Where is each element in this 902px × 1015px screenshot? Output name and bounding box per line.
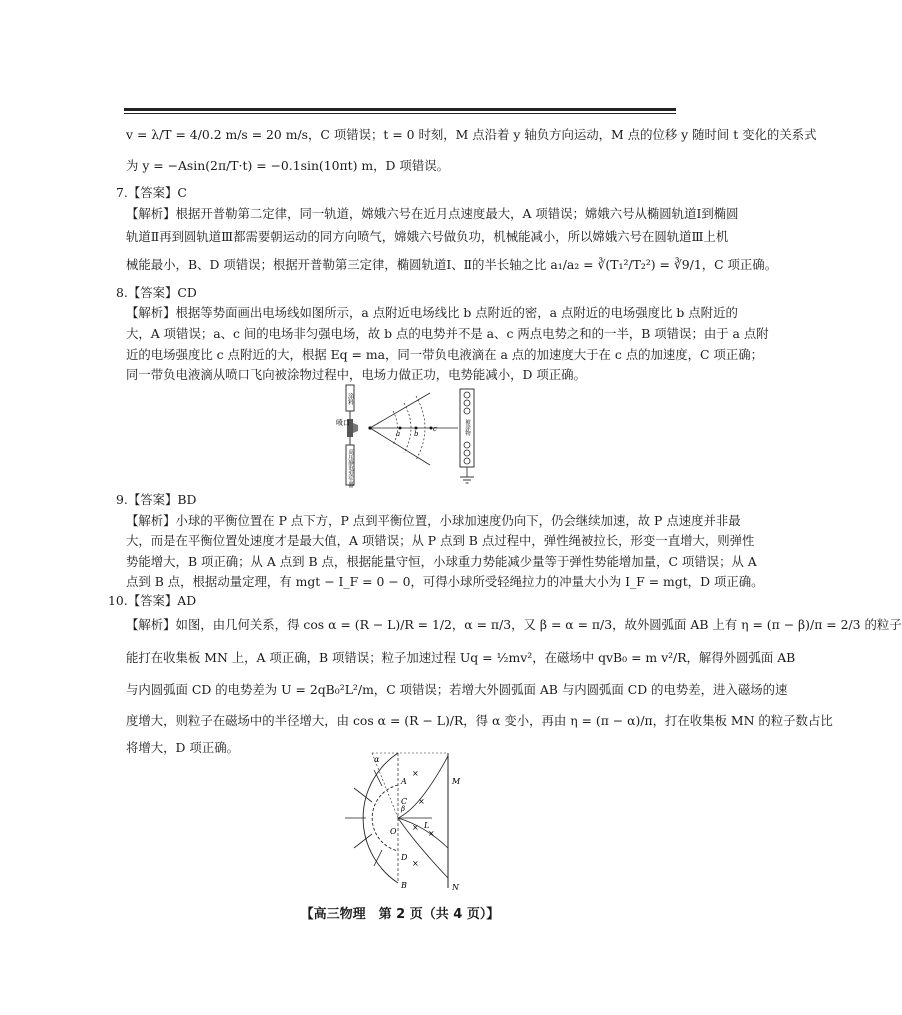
q9-answer: 9.【答案】BD [116,492,197,507]
paint-label: 涂料 [346,393,354,405]
q10-line-5: 将增大，D 项正确。 [126,740,239,755]
field-mark-1: × [412,769,419,778]
label-beta: β [401,805,406,813]
q10-line-3: 与内圆弧面 CD 的电势差为 U = 2qB₀²L²/m，C 项错误；若增大外圆弧面 AB 与内圆弧面 CD 的电势差，进入磁场的速 [126,682,788,697]
field-mark-4: × [412,859,419,868]
q10-line-4: 度增大，则粒子在磁场中的半径增大，由 cos α = (R − L)/R，得 α 变小，再由 η = (π − α)/π，打在收集板 MN 的粒子数占比 [126,713,833,728]
q9-line-1: 【解析】小球的平衡位置在 P 点下方，P 点到平衡位置，小球加速度仍向下，仍会继续加速，故 P 点速度并非最 [126,513,741,528]
label-c: C [401,797,408,806]
hv-label: 高压静电发生器 [347,449,353,488]
nozzle-label: 喷口 [336,419,350,427]
q7-line-3: 械能最小，B、D 项错误；根据开普勒第三定律，椭圆轨道Ⅰ、Ⅱ的半长轴之比 a₁/a₂ = ∛(T₁²/T₂²) = ∛9/1，C 项正确。 [126,257,778,272]
q8-answer: 8.【答案】CD [116,285,197,300]
q7-line-1: 【解析】根据开普勒第二定律，同一轨道，嫦娥六号在近月点速度最大，A 项错误；嫦娥六号从椭圆轨道Ⅰ到椭圆 [126,206,739,221]
q10-answer: 10.【答案】AD [108,593,197,608]
field-mark-2: × [418,797,425,806]
label-l: L [424,821,430,830]
q9-line-2: 大，而是在平衡位置处速度才是最大值，A 项错误；从 P 点到 B 点过程中，弹性绳被拉长，形变一直增大，则弹性 [126,533,755,548]
trajectory-1 [398,756,448,818]
roller-3 [464,408,470,414]
spray-paint-figure [320,383,500,488]
particle-in-2 [354,788,372,802]
page-footer: 【高三物理 第 2 页（共 4 页）】 [300,907,500,922]
roller-4 [464,442,470,448]
header-rule-thin [124,113,676,114]
trajectory-3 [398,818,448,878]
q9-line-4: 点到 B 点，根据动量定理，有 mgt − I_F = 0 − 0，可得小球所受轻绳拉力的冲量大小为 I_F = mgt，D 项正确。 [126,574,764,589]
label-a: A [401,777,407,786]
header-rule-thick [124,108,676,111]
q8-line-2: 大，A 项错误；a、c 间的电场非匀强电场，故 b 点的电势并不是 a、c 两点电势之和的一半，B 项错误；由于 a 点附 [126,326,769,341]
coated-object-label: 被涂物 [464,419,470,436]
roller-2 [464,400,470,406]
roller-6 [464,458,470,464]
label-a: a [396,430,401,438]
label-n: N [452,883,459,892]
outer-arc-ab [363,753,398,883]
q7-line-2: 轨道Ⅱ再到圆轨道Ⅲ都需要朝运动的同方向喷气，嫦娥六号做负功，机械能减小，所以嫦娥六号在圆轨道Ⅲ上机 [126,229,729,244]
q6-line-2: 为 y = −Asin(2π/T·t) = −0.1sin(10πt) m，D 项错误。 [126,158,449,173]
q9-line-3: 势能增大，B 项正确；从 A 点到 B 点，根据能量守恒，小球重力势能减少量等于弹性势能增加量，C 项错误；从 A [126,554,757,569]
roller-5 [464,450,470,456]
field-mark-3: × [428,829,435,838]
label-d: D [401,853,408,862]
q8-line-4: 同一带负电液滴从喷口飞向被涂物过程中，电场力做正功，电势能减小，D 项正确。 [126,367,586,382]
particle-in-3 [354,834,372,848]
charge-point [368,426,371,429]
field-mark-5: × [412,823,419,832]
label-b: B [401,881,407,890]
label-m: M [452,777,461,786]
nozzle-tip [353,423,358,433]
q7-answer: 7.【答案】C [116,185,187,200]
label-b: b [414,430,419,438]
q10-line-1: 【解析】如图，由几何关系，得 cos α = (R − L)/R = 1/2，α = π/3，又 β = α = π/3，故外圆弧面 AB 上有 η = (π − β)/π = 2/3 的粒子 [126,617,902,632]
label-c: c [433,425,437,433]
field-line-upper [370,393,430,428]
label-o: O [390,827,397,836]
inner-arc-cd [372,785,398,851]
label-alpha: α [374,755,380,764]
trajectory-2 [398,818,448,848]
q8-line-1: 【解析】根据等势面画出电场线如图所示，a 点附近电场线比 b 点附近的密，a 点附近的电场强度比 b 点附近的 [126,305,738,320]
particle-collector-figure [340,748,470,893]
q10-line-2: 能打在收集板 MN 上，A 项正确，B 项错误；粒子加速过程 Uq = ½mv²，在磁场中 qvB₀ = m v²/R，解得外圆弧面 AB [126,650,796,665]
roller-1 [464,392,470,398]
q6-line-1: v = λ/T = 4/0.2 m/s = 20 m/s，C 项错误；t = 0 时刻，M 点沿着 y 轴负方向运动，M 点的位移 y 随时间 t 变化的关系式 [126,127,817,142]
q8-line-3: 近的电场强度比 c 点附近的大，根据 Eq = ma，同一带负电液滴在 a 点的加速度大于在 c 点的加速度，C 项正确； [126,347,764,362]
